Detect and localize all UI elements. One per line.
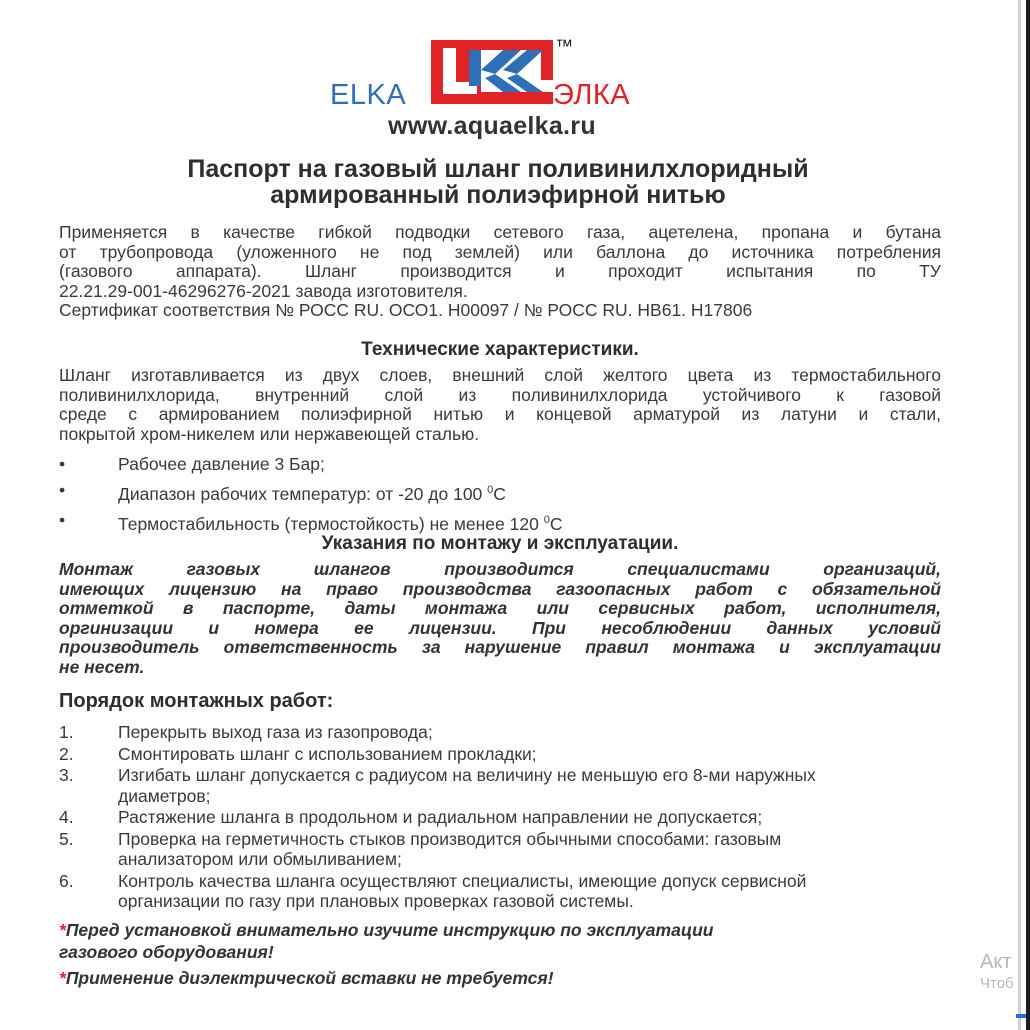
list-item: • Термостабильность (термостойкость) не менее 120 $^0$С bbox=[59, 507, 562, 537]
list-item: • Рабочее давление 3 Бар; bbox=[59, 451, 562, 477]
tech-bullet-list bbox=[59, 451, 562, 537]
title-line-1: Паспорт на газовый шланг поливинилхлоридный bbox=[187, 155, 809, 183]
note-instruction: *Перед установкой внимательно изучите инструкцию по эксплуатации газового оборудования! bbox=[59, 920, 714, 962]
step-number: 3. bbox=[59, 765, 74, 785]
install-line: имеющих лицензию на право производства газоопасных работ с обязательной bbox=[59, 578, 941, 599]
certificate-line: Сертификат соответствия № РОСС RU. ОСО1. Н00097 / № РОСС RU. НВ61. Н17806 bbox=[59, 300, 753, 320]
step-number: 6. bbox=[59, 870, 74, 891]
install-heading: Указания по монтажу и эксплуатации. bbox=[321, 533, 679, 554]
install-line: оргинизации и номера ее лицензии. При несоблюдении данных условий bbox=[59, 617, 941, 638]
step-text: Растяжение шланга в продольном и радиальном направлении не допускается; bbox=[118, 807, 763, 827]
step-text: Контроль качества шланга осуществляют специалисты, имеющие допуск сервисной организации по газу при плановых проверках газовой системы. bbox=[118, 870, 807, 911]
step-item bbox=[59, 744, 939, 765]
blue-edge-mark bbox=[1016, 1014, 1026, 1018]
tech-paragraph bbox=[59, 366, 941, 444]
asterisk-icon: * bbox=[59, 968, 66, 988]
step-text: Проверка на герметичность стыков производится обычными способами: газовым анализатором или обмыливанием; bbox=[118, 828, 782, 869]
tech-line: Шланг изготавливается из двух слоев, внешний слой желтого цвета из термостабильного bbox=[59, 365, 941, 385]
intro-line: 22.21.29-001-46296276-2021 завода изготовителя. bbox=[59, 280, 468, 301]
step-item bbox=[59, 829, 879, 870]
install-line: Монтаж газовых шлангов производится специалистами организаций, bbox=[59, 559, 941, 579]
step-text: Изгибать шланг допускается с радиусом на величину не меньшую его 8-ми наружных диаметров; bbox=[118, 765, 816, 806]
bullet-icon: • bbox=[59, 510, 66, 530]
intro-paragraph bbox=[59, 223, 941, 321]
step-text: Перекрыть выход газа из газопровода; bbox=[118, 722, 433, 742]
tech-line: поливинилхлорида, внутренний слой из поливинилхлорида устойчивого к газовой bbox=[59, 384, 941, 405]
bullet-icon: • bbox=[59, 480, 66, 500]
tech-heading: Технические характеристики. bbox=[361, 339, 639, 360]
tech-line: покрытой хром-никелем или нержавеющей сталью. bbox=[59, 423, 480, 444]
step-item bbox=[59, 722, 939, 743]
document-title bbox=[0, 156, 996, 208]
logo-cyrillic-text: ЭЛКА bbox=[553, 79, 631, 111]
trademark-symbol: ™ bbox=[555, 36, 573, 56]
asterisk-icon: * bbox=[59, 920, 66, 940]
logo-lk-mark-icon bbox=[429, 38, 554, 106]
intro-line: от трубопровода (уложенного не под землей) или баллона до источника потребления bbox=[59, 241, 941, 262]
intro-line: Применяется в качестве гибкой подводки сетевого газа, ацетелена, пропана и бутана bbox=[59, 222, 941, 242]
install-line: не несет. bbox=[59, 656, 145, 677]
install-paragraph bbox=[59, 560, 941, 677]
tech-line: среде с армированием полиэфирной нитью и концевой арматурой из латуни и стали, bbox=[59, 404, 941, 424]
os-activation-watermark: Акт Чтоб bbox=[980, 951, 1014, 992]
order-heading: Порядок монтажных работ: bbox=[59, 690, 334, 712]
bullet-icon: • bbox=[59, 454, 66, 474]
intro-line: (газового аппарата). Шланг производится и проходит испытания по ТУ bbox=[59, 261, 941, 281]
step-item bbox=[59, 807, 939, 828]
installation-steps bbox=[59, 722, 939, 913]
note-dielectric: *Применение диэлектрической вставки не требуется! bbox=[59, 968, 554, 988]
install-line: отметкой в паспорте, даты монтажа или сервисных работ, исполнителя, bbox=[59, 598, 941, 618]
screen-edge bbox=[1026, 0, 1030, 1030]
step-item bbox=[59, 871, 899, 912]
scan-edge-line bbox=[1018, 0, 1021, 1030]
step-number: 5. bbox=[59, 828, 74, 849]
title-line-2: армированный полиэфирной нитью bbox=[270, 181, 726, 209]
step-number: 2. bbox=[59, 743, 74, 764]
install-line: производитель ответственность за нарушение правил монтажа и эксплуатации bbox=[59, 637, 941, 657]
step-item bbox=[59, 765, 859, 806]
logo-latin-text: ELKA bbox=[330, 79, 407, 111]
step-number: 1. bbox=[59, 722, 74, 742]
list-item: • Диапазон рабочих температур: от -20 до 100 $^0$С bbox=[59, 477, 562, 507]
website-url[interactable]: www.aquaelka.ru bbox=[388, 112, 596, 140]
step-text: Смонтировать шланг с использованием прокладки; bbox=[118, 743, 537, 764]
step-number: 4. bbox=[59, 807, 74, 827]
